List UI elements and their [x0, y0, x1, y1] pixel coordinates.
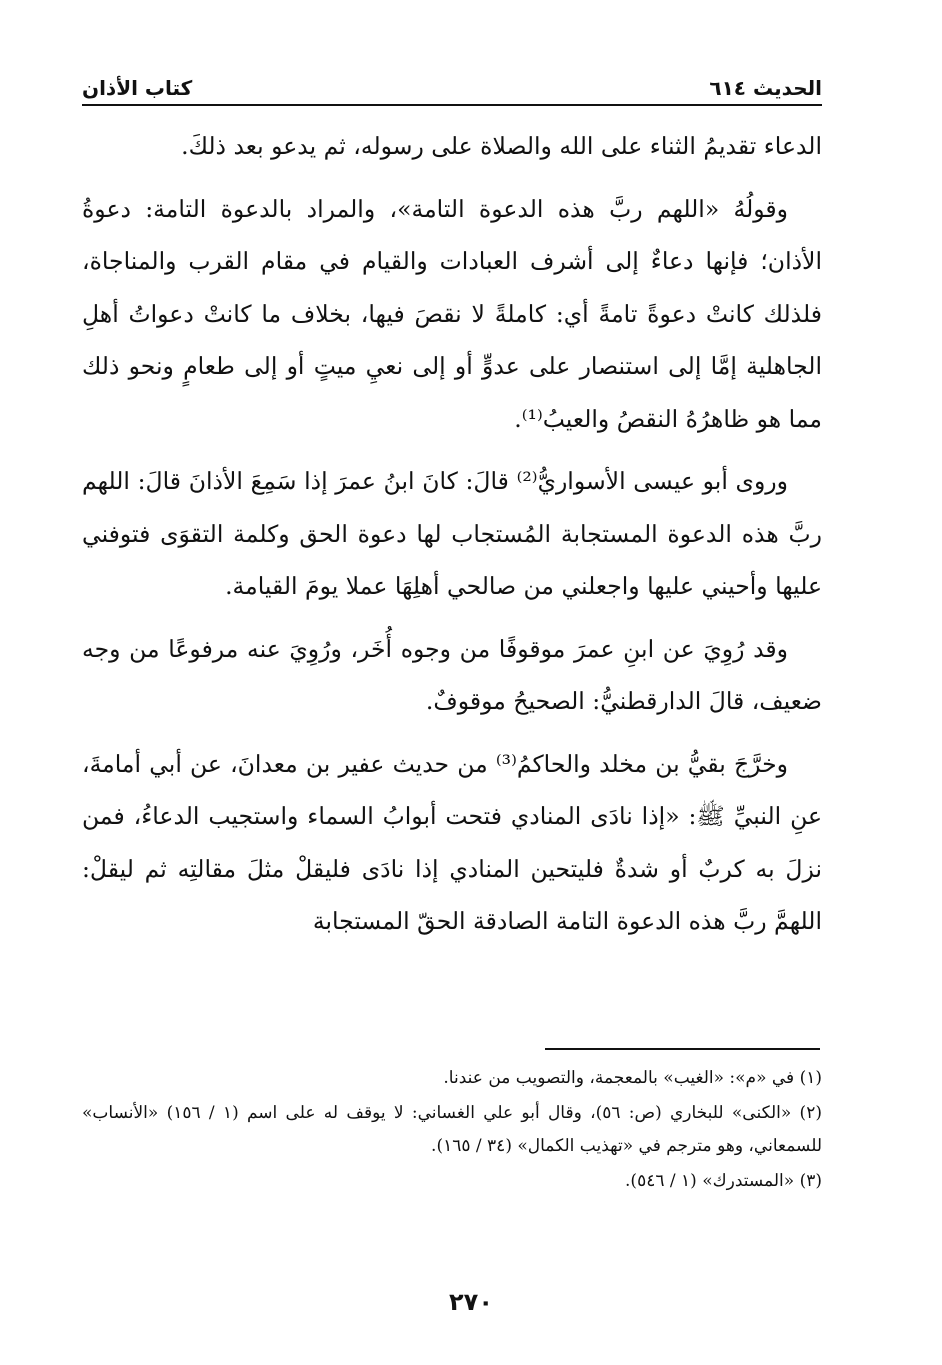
page-number: ٢٧٠: [449, 1288, 493, 1316]
footnote-1: (١) في «م»: «الغيب» بالمعجمة، والتصويب من عندنا.: [443, 1068, 822, 1088]
hadith-number: الحديث ٦١٤: [709, 76, 822, 100]
main-text: [82, 120, 822, 958]
paragraph-2: وقولُهُ «اللهم ربَّ هذه الدعوة التامة»، والمراد بالدعوة التامة: دعوةُ الأذان؛ فإنها دعاءٌ إلى أشرف العبادات والقيام في مقام القرب والمناجاة، فلذلك كانتْ دعوةً تامةً أي: كاملةً لا نقصَ فيها، بخلاف ما كانتْ دعواتُ أهلِ الجاهلية إمَّا إلى استنصار على عدوٍّ أو إلى نعيِ ميتٍ أو إلى طعامٍ ونحو ذلك مما هو ظاهرُهُ النقصُ والعيبُ⁽¹⁾.: [82, 194, 822, 433]
paragraph-5: وخرَّجَ بقيُّ بن مخلد والحاكمُ⁽³⁾ من حديث عفير بن معدانَ، عن أبي أمامةَ، عنِ النبيِّ ﷺ: «إذا نادَى المنادي فتحت أبوابُ السماء واستجيب الدعاءُ، فمن نزلَ به كربٌ أو شدةٌ فليتحين المنادي إذا نادَى فليقلْ مثلَ مقالتِه ثم ليقلْ: اللهمَّ ربَّ هذه الدعوة التامة الصادقة الحقّ المستجابة: [82, 749, 823, 935]
paragraph-1: الدعاء تقديمُ الثناء على الله والصلاة على رسوله، ثم يدعو بعد ذلكَ.: [181, 132, 822, 160]
book-title: كتاب الأذان: [82, 76, 193, 100]
footnote-divider: [545, 1048, 820, 1050]
footnote-3: (٣) «المستدرك» (١ / ٥٤٦).: [625, 1171, 822, 1191]
running-header: [82, 70, 822, 106]
footnotes: [82, 1062, 822, 1200]
paragraph-3: وروى أبو عيسى الأسواريُّ⁽²⁾ قالَ: كانَ ابنُ عمرَ إذا سَمِعَ الأذانَ قالَ: اللهم ربَّ هذه الدعوة المستجابة المُستجاب لها دعوة الحق وكلمة التقوَى فتوفني عليها وأحيني عليها واجعلني من صالحي أهلِهَا عملا يومَ القيامة.: [82, 467, 822, 600]
paragraph-4: وقد رُوِيَ عن ابنِ عمرَ موقوفًا من وجوه أُخَر، ورُوِيَ عنه مرفوعًا من وجه ضعيف، قالَ الدارقطنيُّ: الصحيحُ موقوفٌ.: [82, 634, 822, 715]
footnote-2: (٢) «الكنى» للبخاري (ص: ٥٦)، وقال أبو علي الغساني: لا يوقف له على اسم (١ / ١٥٦) «الأنساب» للسمعاني، وهو مترجم في «تهذيب الكمال» (٣٤ / ١٦٥).: [82, 1103, 822, 1156]
